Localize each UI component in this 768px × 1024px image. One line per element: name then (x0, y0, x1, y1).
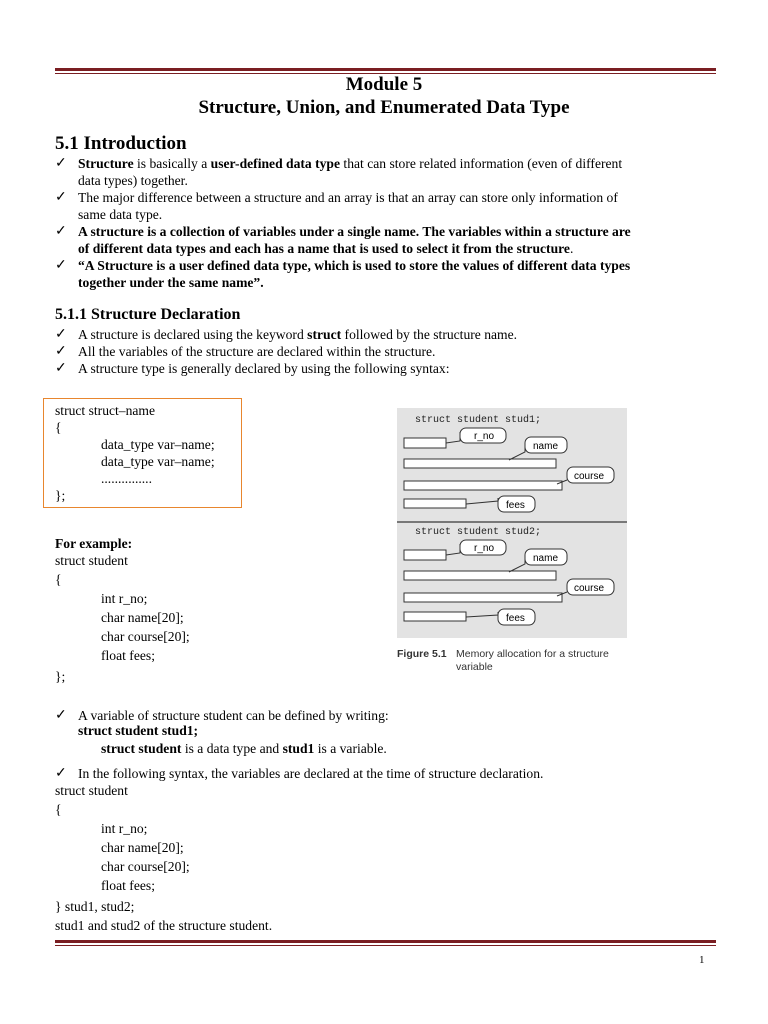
decl-bullet-3: A structure type is generally declared by using the following syntax: (78, 361, 450, 376)
syntax-line: data_type var–name; (101, 454, 215, 469)
code-line: struct student (55, 783, 128, 798)
check-icon: ✓ (55, 258, 67, 273)
check-icon: ✓ (55, 156, 67, 171)
code-line: { (55, 802, 62, 817)
var-bullet: A variable of structure student can be defined by writing: (78, 708, 389, 723)
figure-caption-text: Memory allocation for a structure (456, 648, 609, 660)
module-subtitle: Structure, Union, and Enumerated Data Type (198, 97, 570, 118)
check-icon: ✓ (55, 708, 67, 723)
course-label: course (574, 583, 605, 594)
intro-bullet-2-cont: same data type. (78, 207, 163, 222)
r-no-label: r_no (474, 543, 495, 554)
syntax-line: data_type var–name; (101, 437, 215, 452)
intro-bullet-3-cont: of different data types and each has a name that is used to select it from the structure. (78, 241, 574, 256)
code-line: float fees; (101, 878, 155, 893)
syntax-line: { (55, 420, 62, 435)
intro-bullet-3: A structure is a collection of variables under a single name. The variables within a structure are (78, 224, 631, 239)
check-icon: ✓ (55, 190, 67, 205)
name-label: name (533, 441, 559, 452)
code-line: char course[20]; (101, 629, 190, 644)
page-number: 1 (699, 954, 705, 966)
intro-bullet-2: The major difference between a structure and an array is that an array can store only information of (78, 190, 618, 205)
code-line: } stud1, stud2; (55, 899, 135, 914)
r-no-label: r_no (474, 431, 495, 442)
decl2-bullet: In the following syntax, the variables are declared at the time of structure declaration. (78, 766, 544, 781)
stud2-label: struct student stud2; (415, 527, 542, 538)
decl-bullet-1: A structure is declared using the keyword struct followed by the structure name. (78, 327, 518, 342)
syntax-line: }; (55, 488, 66, 503)
intro-bullet-1: Structure is basically a user-defined data type that can store related information (even of different (78, 156, 623, 171)
var-explanation: struct student is a data type and stud1 is a variable. (101, 741, 387, 756)
code-line: char name[20]; (101, 840, 184, 855)
intro-bullet-4-cont: together under the same name”. (78, 275, 264, 290)
code-line: char course[20]; (101, 859, 190, 874)
check-icon: ✓ (55, 766, 67, 781)
syntax-line: ............... (101, 471, 152, 486)
check-icon: ✓ (55, 327, 67, 342)
code-line: stud1 and stud2 of the structure student. (55, 918, 273, 933)
decl-bullet-2: All the variables of the structure are declared within the structure. (78, 344, 436, 359)
section-heading-intro: 5.1 Introduction (55, 133, 187, 154)
code-line: }; (55, 669, 66, 684)
intro-bullet-1-cont: data types) together. (78, 173, 188, 188)
fees-label: fees (506, 613, 525, 624)
check-icon: ✓ (55, 344, 67, 359)
code-line: { (55, 572, 62, 587)
course-label: course (574, 471, 605, 482)
code-line: char name[20]; (101, 610, 184, 625)
stud1-label: struct student stud1; (415, 415, 542, 426)
memory-allocation-figure (397, 408, 627, 638)
example-label: For example: (55, 536, 133, 551)
figure-caption-text-cont: variable (456, 661, 493, 673)
code-line: int r_no; (101, 821, 148, 836)
footer-rule (55, 940, 716, 946)
module-title: Module 5 (345, 74, 423, 95)
check-icon: ✓ (55, 224, 67, 239)
code-line: int r_no; (101, 591, 148, 606)
name-label: name (533, 553, 559, 564)
code-line: struct student (55, 553, 128, 568)
fees-label: fees (506, 500, 525, 511)
section-heading-declaration: 5.1.1 Structure Declaration (55, 306, 241, 323)
check-icon: ✓ (55, 361, 67, 376)
var-code: struct student stud1; (78, 723, 199, 738)
figure-caption-number: Figure 5.1 (397, 648, 447, 660)
code-line: float fees; (101, 648, 155, 663)
syntax-line: struct struct–name (55, 403, 156, 418)
intro-bullet-4: “A Structure is a user defined data type, which is used to store the values of different data types (78, 258, 631, 273)
